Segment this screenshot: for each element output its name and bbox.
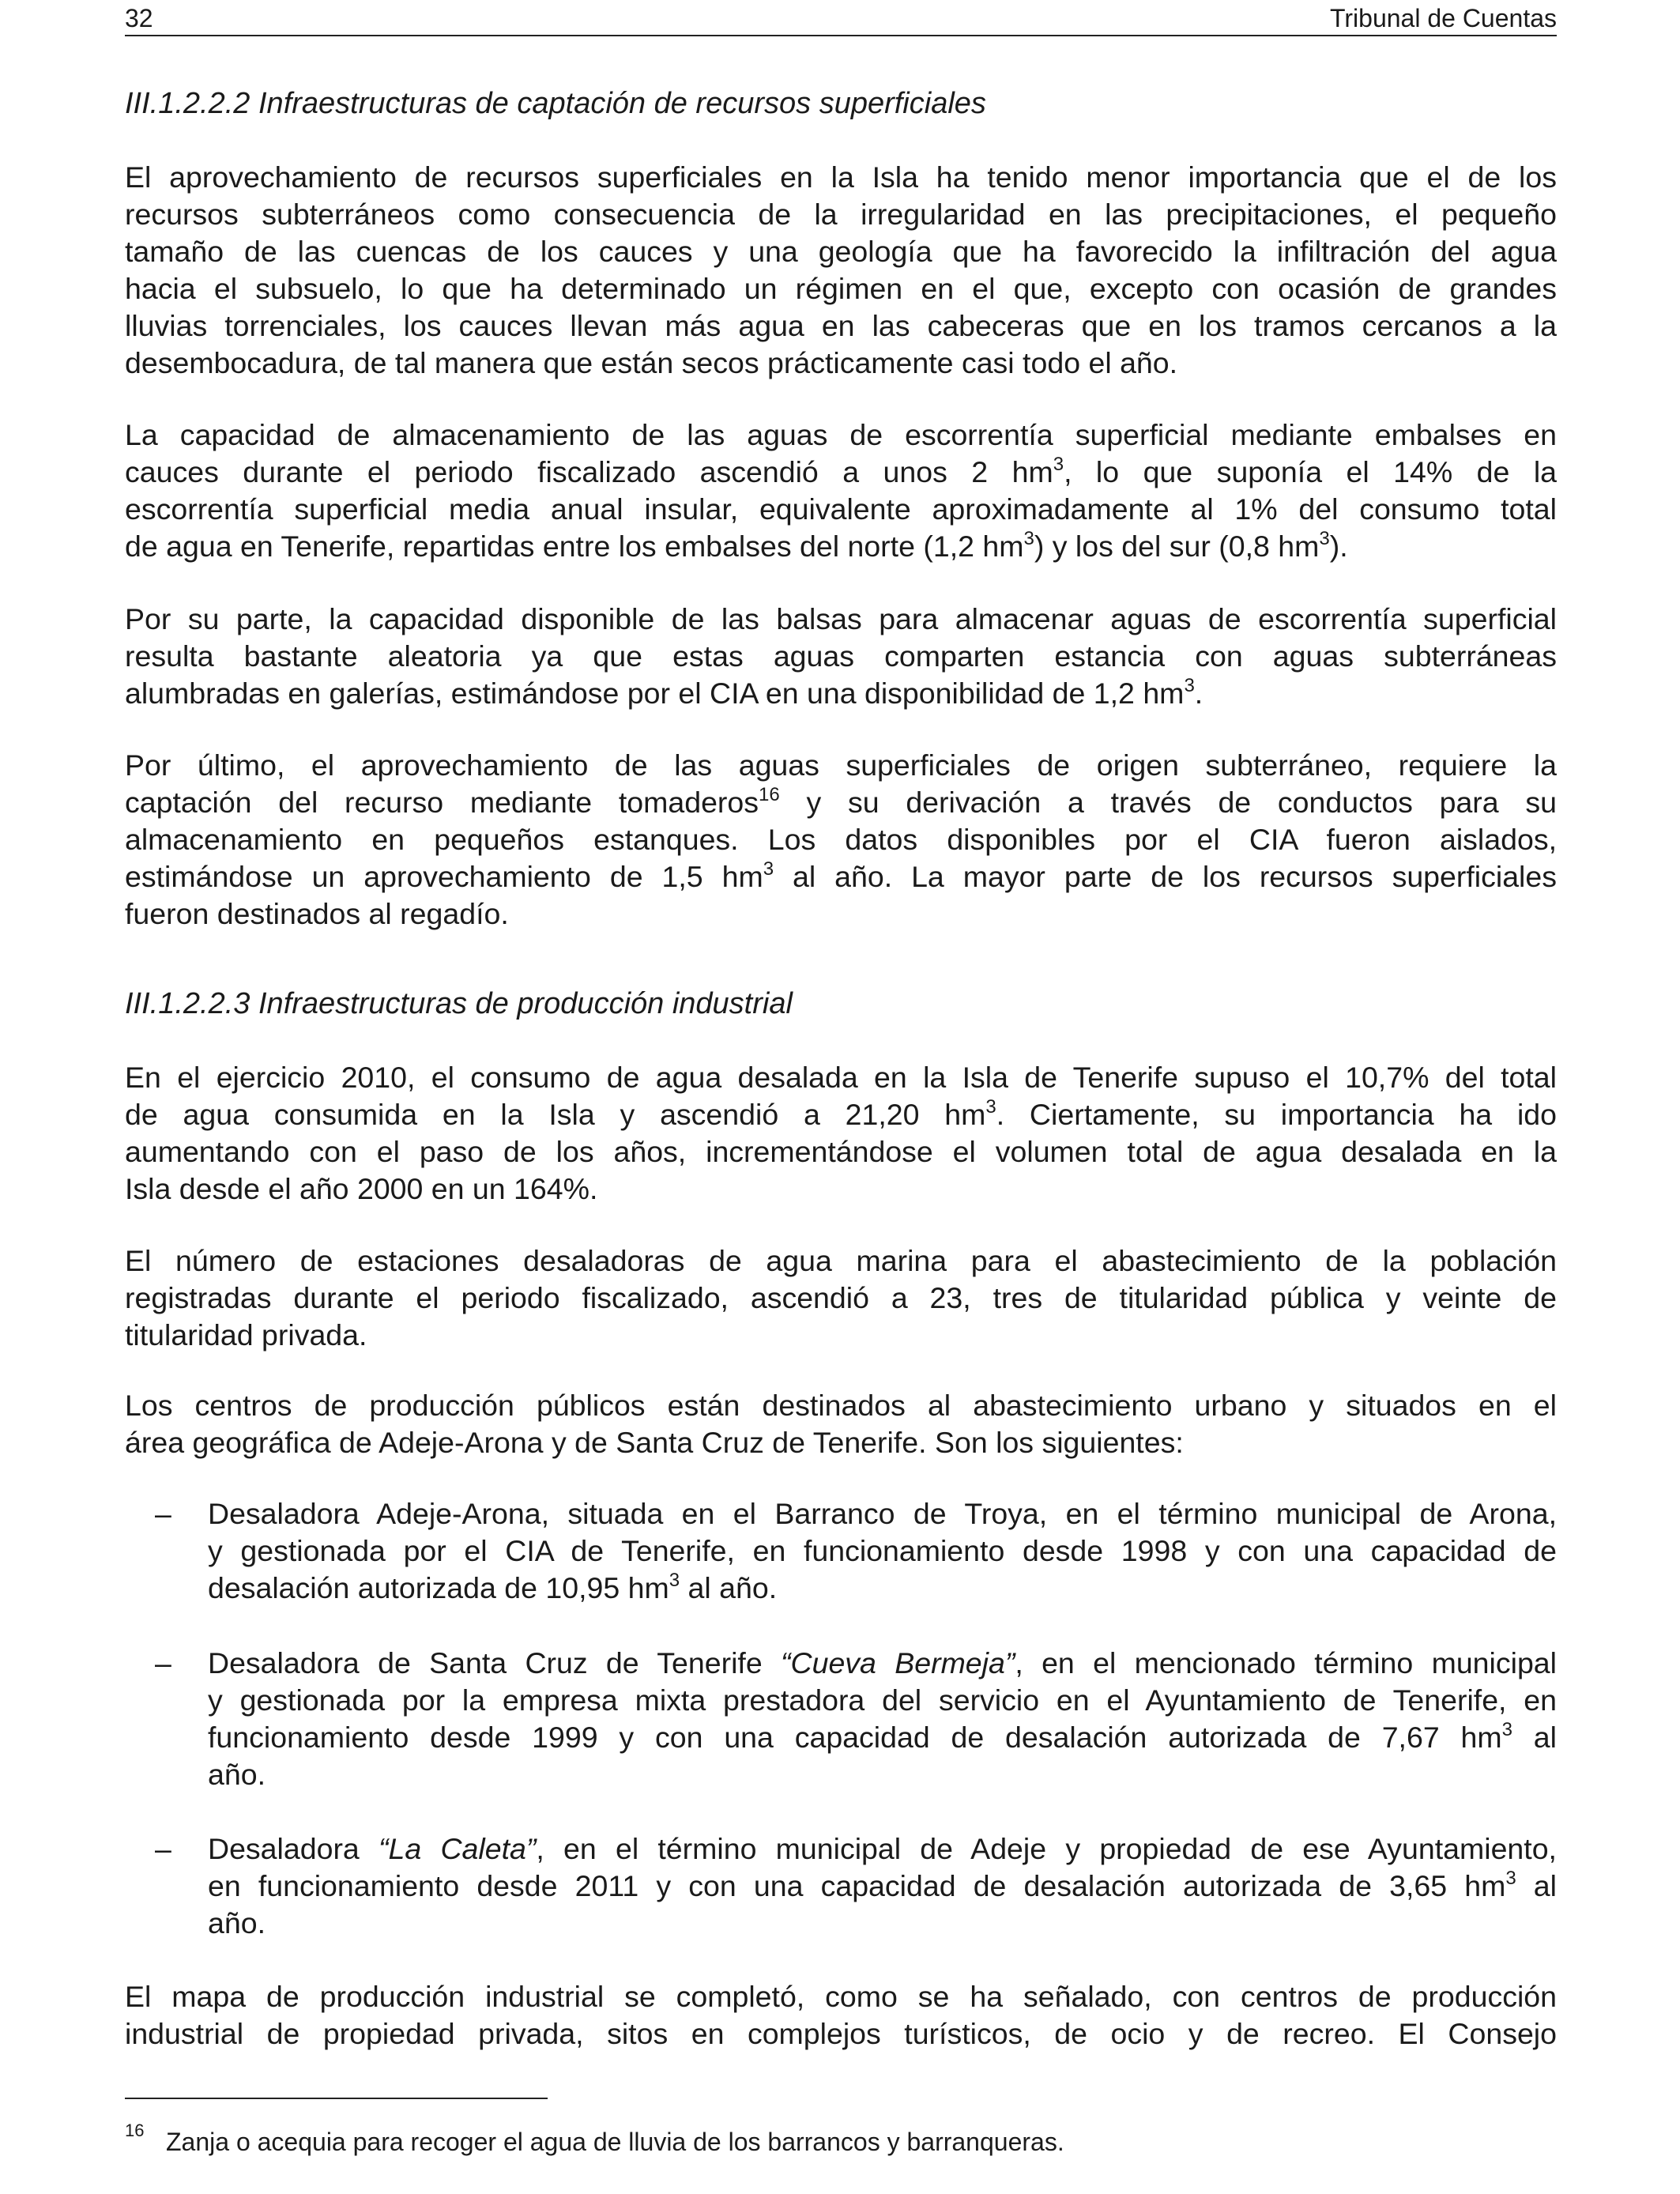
text-line: desalación autorizada de 10,95 $hm^3$ al año. bbox=[208, 1570, 778, 1604]
bullet-dash: – bbox=[155, 1832, 171, 1865]
text-line: escorrentía superficial media anual insular, equivalente aproximadamente al 1% del consumo total bbox=[125, 492, 1557, 526]
text-line: año. bbox=[208, 1758, 266, 1791]
text-line: Desaladora de Santa Cruz de Tenerife “Cueva Bermeja”, en el mencionado término municipal bbox=[208, 1646, 1557, 1679]
text-line: Isla desde el año 2000 en un 164%. bbox=[125, 1172, 598, 1205]
text-line: Desaladora Adeje-Arona, situada en el Barranco de Troya, en el término municipal de Arona, bbox=[208, 1497, 1557, 1530]
paragraph bbox=[125, 1242, 1557, 1354]
text-line: cauces durante el periodo fiscalizado ascendió a unos 2 $hm^3$, lo que suponía el 14% de la bbox=[125, 454, 1557, 488]
text-line: Por su parte, la capacidad disponible de las balsas para almacenar aguas de escorrentía superficial bbox=[125, 602, 1557, 635]
text-line: desembocadura, de tal manera que están secos prácticamente casi todo el año. bbox=[125, 346, 1178, 379]
text-line: y gestionada por el CIA de Tenerife, en funcionamiento desde 1998 y con una capacidad de bbox=[208, 1534, 1557, 1567]
header-title: Tribunal de Cuentas bbox=[1330, 4, 1557, 32]
text-line: resulta bastante aleatoria ya que estas aguas comparten estancia con aguas subterráneas bbox=[125, 639, 1557, 673]
section-heading: III.1.2.2.3 Infraestructuras de producción industrial bbox=[125, 987, 793, 1020]
bullet-dash: – bbox=[155, 1646, 171, 1679]
paragraph bbox=[125, 1387, 1557, 1461]
paragraph bbox=[125, 747, 1557, 933]
text-line: fueron destinados al regadío. bbox=[125, 897, 509, 930]
bullet-dash: – bbox=[155, 1497, 171, 1530]
list-item-text bbox=[208, 1495, 1557, 1607]
text-line: Desaladora “La Caleta”, en el término municipal de Adeje y propiedad de ese Ayuntamiento, bbox=[208, 1832, 1557, 1865]
text-line: Los centros de producción públicos están destinados al abastecimiento urbano y situados en el bbox=[125, 1389, 1557, 1422]
text-line: alumbradas en galerías, estimándose por el CIA en una disponibilidad de 1,2 $hm^3$. bbox=[125, 675, 1203, 710]
list-item-text bbox=[208, 1645, 1557, 1793]
text-line: recursos subterráneos como consecuencia de la irregularidad en las precipitaciones, el pequeño bbox=[125, 198, 1557, 231]
text-line: lluvias torrenciales, los cauces llevan más agua en las cabeceras que en los tramos cercanos a la bbox=[125, 309, 1557, 342]
text-line: El mapa de producción industrial se completó, como se ha señalado, con centros de producción bbox=[125, 1980, 1557, 2013]
text-line: aumentando con el paso de los años, incrementándose el volumen total de agua desalada en la bbox=[125, 1135, 1557, 1168]
text-line: captación del recurso mediante tomaderos$^{16}$ y su derivación a través de conductos para su bbox=[125, 784, 1557, 819]
text-line: registradas durante el periodo fiscalizado, ascendió a 23, tres de titularidad pública y veinte de bbox=[125, 1281, 1557, 1314]
page-header bbox=[125, 2, 1557, 36]
list-item-text bbox=[208, 1830, 1557, 1942]
paragraph bbox=[125, 1978, 1557, 2053]
footnote-number: 16 bbox=[125, 2120, 145, 2140]
text-line: de agua consumida en la Isla y ascendió a 21,20 $hm^3$. Ciertamente, su importancia ha ido bbox=[125, 1096, 1557, 1131]
text-line: Por último, el aprovechamiento de las aguas superficiales de origen subterráneo, requiere la bbox=[125, 748, 1557, 782]
text-line: almacenamiento en pequeños estanques. Los datos disponibles por el CIA fueron aislados, bbox=[125, 823, 1557, 856]
text-line: En el ejercicio 2010, el consumo de agua desalada en la Isla de Tenerife supuso el 10,7% del total bbox=[125, 1061, 1557, 1094]
paragraph bbox=[125, 1059, 1557, 1208]
text-line: industrial de propiedad privada, sitos en complejos turísticos, de ocio y de recreo. El Consejo bbox=[125, 2017, 1557, 2050]
paragraph bbox=[125, 601, 1557, 712]
section-heading: III.1.2.2.2 Infraestructuras de captación de recursos superficiales bbox=[125, 87, 986, 120]
footnote-separator bbox=[125, 2098, 548, 2099]
text-line: titularidad privada. bbox=[125, 1318, 367, 1351]
text-line: El número de estaciones desaladoras de agua marina para el abastecimiento de la población bbox=[125, 1244, 1557, 1277]
paragraph bbox=[125, 417, 1557, 565]
text-line: en funcionamiento desde 2011 y con una capacidad de desalación autorizada de 3,65 $hm^3$ al bbox=[208, 1868, 1557, 1902]
text-line: de agua en Tenerife, repartidas entre los embalses del norte (1,2 $hm^3$) y los del sur (0,8 $hm^3$). bbox=[125, 528, 1348, 563]
text-line: y gestionada por la empresa mixta prestadora del servicio en el Ayuntamiento de Tenerife, en bbox=[208, 1683, 1557, 1717]
text-line: estimándose un aprovechamiento de 1,5 $hm^3$ al año. La mayor parte de los recursos superficiales bbox=[125, 858, 1557, 893]
text-line: área geográfica de Adeje-Arona y de Santa Cruz de Tenerife. Son los siguientes: bbox=[125, 1426, 1184, 1459]
text-line: hacia el subsuelo, lo que ha determinado un régimen en el que, excepto con ocasión de grandes bbox=[125, 272, 1557, 305]
page-number: 32 bbox=[125, 4, 153, 32]
text-line: tamaño de las cuencas de los cauces y una geología que ha favorecido la infiltración del agua bbox=[125, 235, 1557, 268]
text-line: funcionamiento desde 1999 y con una capacidad de desalación autorizada de 7,67 $hm^3$ al bbox=[208, 1719, 1557, 1754]
text-line: El aprovechamiento de recursos superficiales en la Isla ha tenido menor importancia que el de los bbox=[125, 160, 1557, 194]
paragraph bbox=[125, 159, 1557, 382]
text-line: año. bbox=[208, 1906, 266, 1940]
footnote-text: Zanja o acequia para recoger el agua de lluvia de los barrancos y barranqueras. bbox=[166, 2128, 1064, 2156]
text-line: La capacidad de almacenamiento de las aguas de escorrentía superficial mediante embalses en bbox=[125, 418, 1557, 451]
